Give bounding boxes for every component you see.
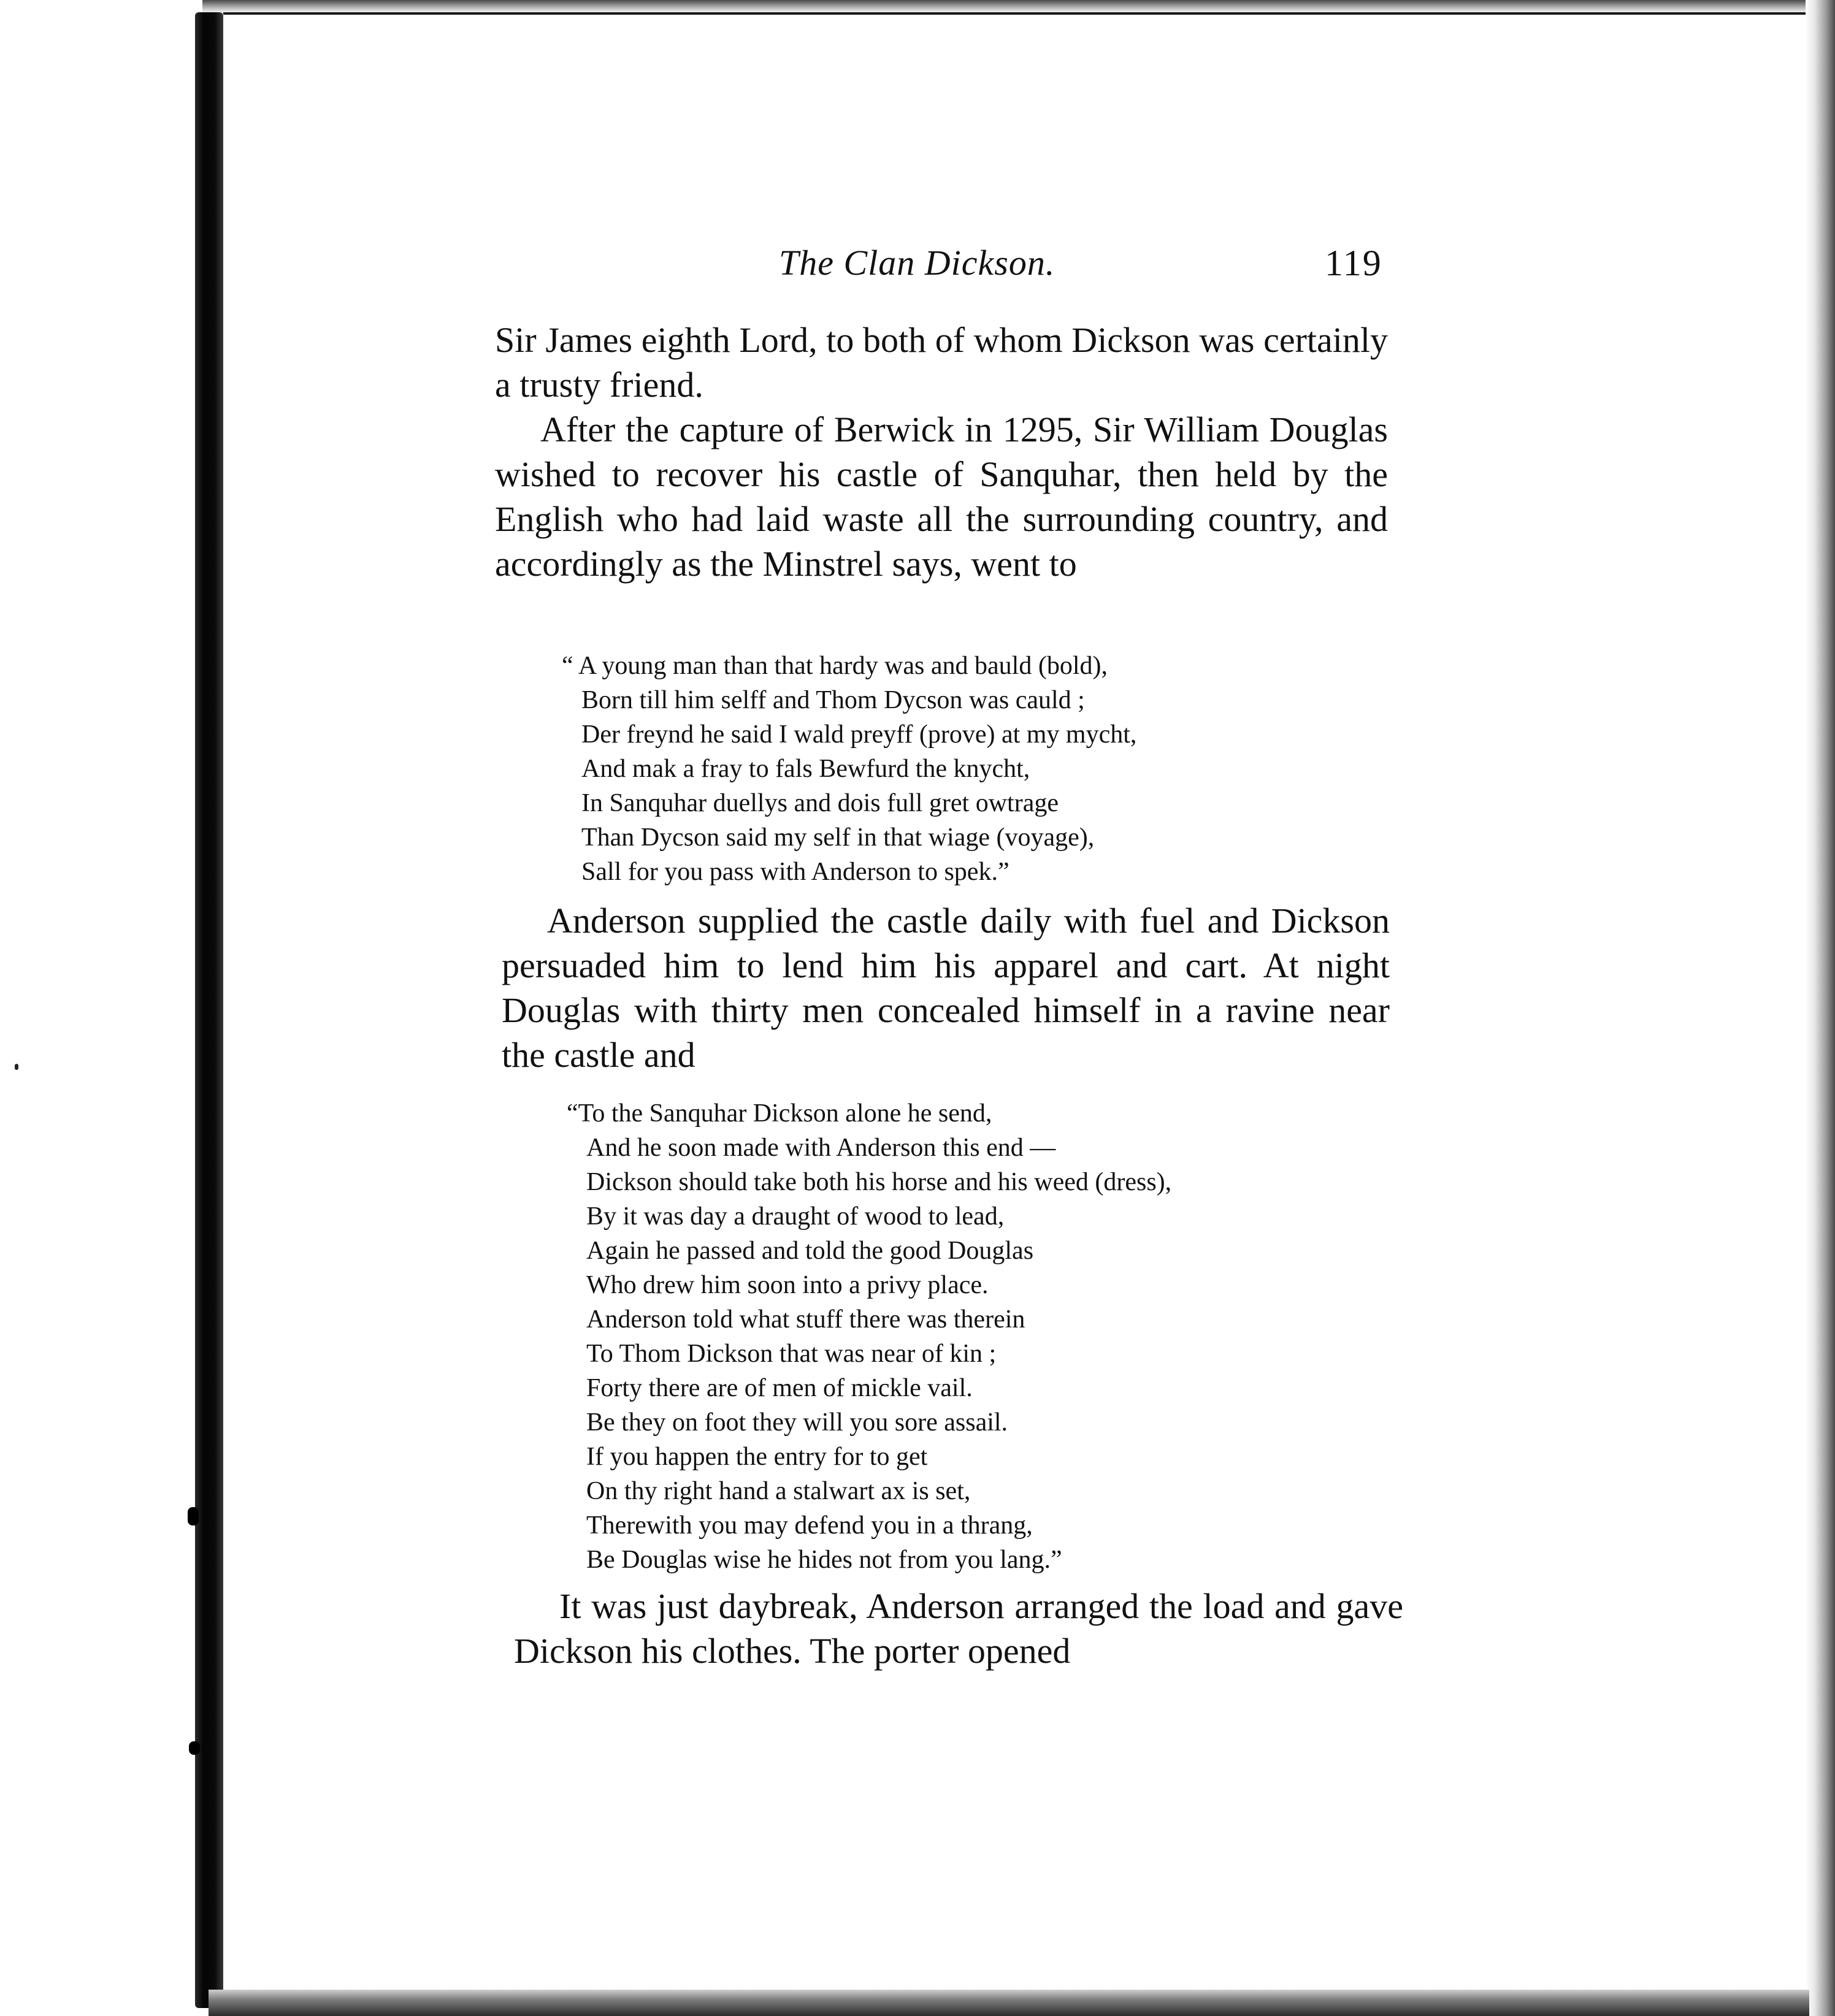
paragraph: It was just daybreak, Anderson arranged the load and gave Dickson his clothes. The porter opened xyxy=(514,1586,1403,1671)
verse-line: To Thom Dickson that was near of kin ; xyxy=(586,1340,997,1368)
verse-quotation-1 xyxy=(562,649,1136,889)
verse-line: Be Douglas wise he hides not from you lang.” xyxy=(586,1546,1062,1574)
book-binding-edge xyxy=(195,12,223,2008)
verse-line: By it was day a draught of wood to lead, xyxy=(586,1202,1005,1231)
verse-line: Dickson should take both his horse and his weed (dress), xyxy=(586,1168,1172,1196)
running-title: The Clan Dickson. xyxy=(779,243,1055,283)
verse-line: In Sanquhar duellys and dois full gret owtrage xyxy=(581,789,1059,817)
prose-block-2 xyxy=(502,898,1390,1077)
verse-line: Therewith you may defend you in a thrang, xyxy=(586,1511,1033,1540)
verse-line: “ A young man than that hardy was and bauld (bold), xyxy=(562,652,1108,680)
facing-blank-page xyxy=(0,0,202,2016)
binding-mark xyxy=(188,1507,199,1525)
verse-line: Forty there are of men of mickle vail. xyxy=(586,1374,973,1402)
paragraph: Sir James eighth Lord, to both of whom Dickson was certainly a trusty friend. xyxy=(495,320,1388,405)
verse-line: On thy right hand a stalwart ax is set, xyxy=(586,1477,971,1505)
binding-mark xyxy=(189,1741,200,1755)
paragraph: Anderson supplied the castle daily with fuel and Dickson persuaded him to lend him his apparel and cart. At night Douglas with thirty men concealed himself in a ravine near the castle and xyxy=(502,901,1390,1075)
verse-line: Than Dycson said my self in that wiage (voyage), xyxy=(581,823,1095,852)
prose-block-1 xyxy=(495,318,1388,586)
verse-line: Sall for you pass with Anderson to spek.” xyxy=(581,858,1009,886)
verse-line: Be they on foot they will you sore assail. xyxy=(586,1408,1008,1437)
page-bottom-edge xyxy=(209,1990,1809,2016)
prose-block-3 xyxy=(514,1584,1403,1673)
page-top-edge xyxy=(202,0,1815,13)
verse-line: Anderson told what stuff there was therein xyxy=(586,1305,1025,1334)
verse-line: Born till him selff and Thom Dycson was cauld ; xyxy=(581,686,1085,714)
paper-speck xyxy=(15,1064,18,1070)
verse-line: “To the Sanquhar Dickson alone he send, xyxy=(567,1099,992,1128)
verse-line: Der freynd he said I wald preyff (prove) at my mycht, xyxy=(581,720,1137,749)
verse-line: Again he passed and told the good Douglas xyxy=(586,1237,1034,1265)
page-right-edge xyxy=(1806,0,1835,2016)
verse-line: Who drew him soon into a privy place. xyxy=(586,1271,989,1299)
verse-line: And mak a fray to fals Bewfurd the knycht, xyxy=(581,755,1030,783)
verse-line: If you happen the entry for to get xyxy=(586,1443,928,1471)
paragraph: After the capture of Berwick in 1295, Sir William Douglas wished to recover his castle of Sanquhar, then held by the English who had laid waste all the surrounding country, and accordingly as the Minstrel says, went to xyxy=(495,410,1388,584)
page-number: 119 xyxy=(1325,243,1382,283)
verse-quotation-2 xyxy=(567,1096,1171,1577)
verse-line: And he soon made with Anderson this end — xyxy=(586,1134,1056,1162)
